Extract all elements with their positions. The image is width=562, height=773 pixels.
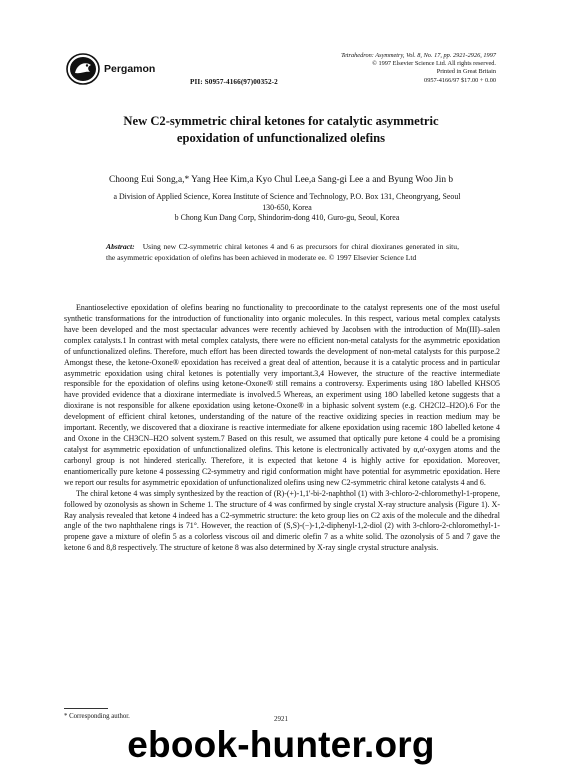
copyright-line: © 1997 Elsevier Science Ltd. All rights reserved.	[372, 60, 496, 68]
footnote: * Corresponding author.	[64, 713, 130, 720]
footnote-rule	[64, 708, 108, 709]
abstract-text: Using new C2-symmetric chiral ketones 4 and 6 as precursors for chiral dioxiranes generated in situ, the asymmetric epoxidation of olefins has been achieved in moderate ee. © 1997 Elsevier Science Ltd	[106, 242, 459, 262]
body-paragraph-2: The chiral ketone 4 was simply synthesized by the reaction of (R)-(+)-1,1'-bi-2-naphthol (1) with 3-chloro-2-chloromethyl-1-propene, followed by ozonolysis as shown in Scheme 1. The structure of 4 was confirmed by single crystal X-ray structure analysis (Figure 1). X-Ray analysis revealed that ketone 4 indeed has a C2-symmetric structure: the keto group lies on C2 axis of the molecule and the dihedral angle of the two naphthalene rings is 71°. However, the reaction of (S,S)-(−)-1,2-diphenyl-1,2-diol (2) with 3-chloro-2-chloromethyl-1-propene gave a mixture of olefin 5 as a colorless viscous oil and dimeric olefin 7 as a white solid. The ozonolysis of 5 and 7 gave the ketone 6 and 8,8 respectively. The structure of ketone 8 was also determined by X-ray single crystal structure analysis.	[64, 488, 500, 553]
author-list: Choong Eui Song,a,* Yang Hee Kim,a Kyo Chul Lee,a Sang-gi Lee a and Byung Woo Jin b	[108, 175, 454, 185]
abstract-label: Abstract:	[106, 242, 135, 251]
article-body	[64, 303, 500, 554]
pergamon-emblem-icon	[66, 52, 100, 86]
affiliation-b: b Chong Kun Dang Corp, Shindorim-dong 410, Guro-gu, Seoul, Korea	[174, 213, 400, 222]
printed-line: Printed in Great Britain	[436, 68, 496, 76]
watermark-text: ebook-hunter.org	[127, 724, 435, 765]
affiliations	[62, 192, 512, 224]
body-paragraph-1: Enantioselective epoxidation of olefins bearing no functionality to precoordinate to the catalyst represents one of the most useful synthetic transformations for the introduction of functionality into organic molecules. In this respect, various metal complex catalysts have been developed and the most spectacular advances were recently achieved by Jacobsen with the introduction of Mn(III)–salen complex catalysts.1 In contrast with metal complex catalysts, there were no efficient non-metal catalysts for the asymmetric epoxidation of unfunctionalized olefins. Therefore, much effort has been directed towards the development of non-metal catalysts for this purpose.2 Amongst these, the ketone-Oxone® epoxidation has received a great deal of attention, because it is a catalytic process and in particular asymmetric epoxidation using chiral ketones is potentially very important.3,4 However, the structure of the reactive intermediate responsible for the epoxidation of olefins using ketone-Oxone® still remains a controversy. Experiments using 18O labelled KHSO5 have provided evidence that a dioxirane intermediate is involved.5 Whereas, an experiment using 18O labelled ketone suggests that a dioxirane is not responsible for alkene epoxidation using ketone-Oxone® in a biphasic solvent system (e.g. CH2Cl2–H2O).6 For the development of efficient chiral ketones, understanding of the nature of the reactive oxidizing species in reaction medium may be important. Recently, we discovered that a dioxirane is reactive intermediate for alkene epoxidation using racemic 18O labelled ketone 4 and Oxone in the CH3CN–H2O solvent system.7 Based on this result, we assumed that optically pure ketone 4 could be a promising catalyst for asymmetric epoxidation of unfunctionalized olefins. This ketone is electronically activated by α,α'-oxygen atoms and the carbonyl group is not hindered sterically. Therefore, it is expected that ketone 4 is highly active for epoxidation. Moreover, enantiomerically pure ketone 4 possessing C2-symmetry and rigid conformation might have potential for asymmetric epoxidation. Here we report our results for asymmetric epoxidation of unfunctionalized olefins using new C2-symmetric chiral ketone catalysts 4 and 6.	[64, 303, 500, 487]
publisher-logo	[66, 52, 155, 86]
abstract	[106, 242, 459, 263]
journal-info	[341, 52, 496, 85]
affiliation-a-line-1: a Division of Applied Science, Korea Institute of Science and Technology, P.O. Box 131, Cheongryang, Seoul	[113, 192, 461, 201]
pii-code: PII: S0957-4166(97)00352-2	[190, 78, 278, 86]
price-line: 0957-4166/97 $17.00 + 0.00	[424, 76, 496, 84]
publisher-name: Pergamon	[104, 63, 156, 75]
article-title	[60, 113, 502, 147]
affiliation-a-line-2: 130-650, Korea	[262, 202, 312, 212]
title-line-1: New C2-symmetric chiral ketones for catalytic asymmetric	[123, 114, 439, 128]
journal-citation: Tetrahedron: Asymmetry, Vol. 8, No. 17, pp. 2921-2926, 1997	[341, 52, 496, 59]
page-number: 2921	[274, 715, 288, 723]
title-line-2: epoxidation of unfunctionalized olefins	[176, 131, 386, 145]
